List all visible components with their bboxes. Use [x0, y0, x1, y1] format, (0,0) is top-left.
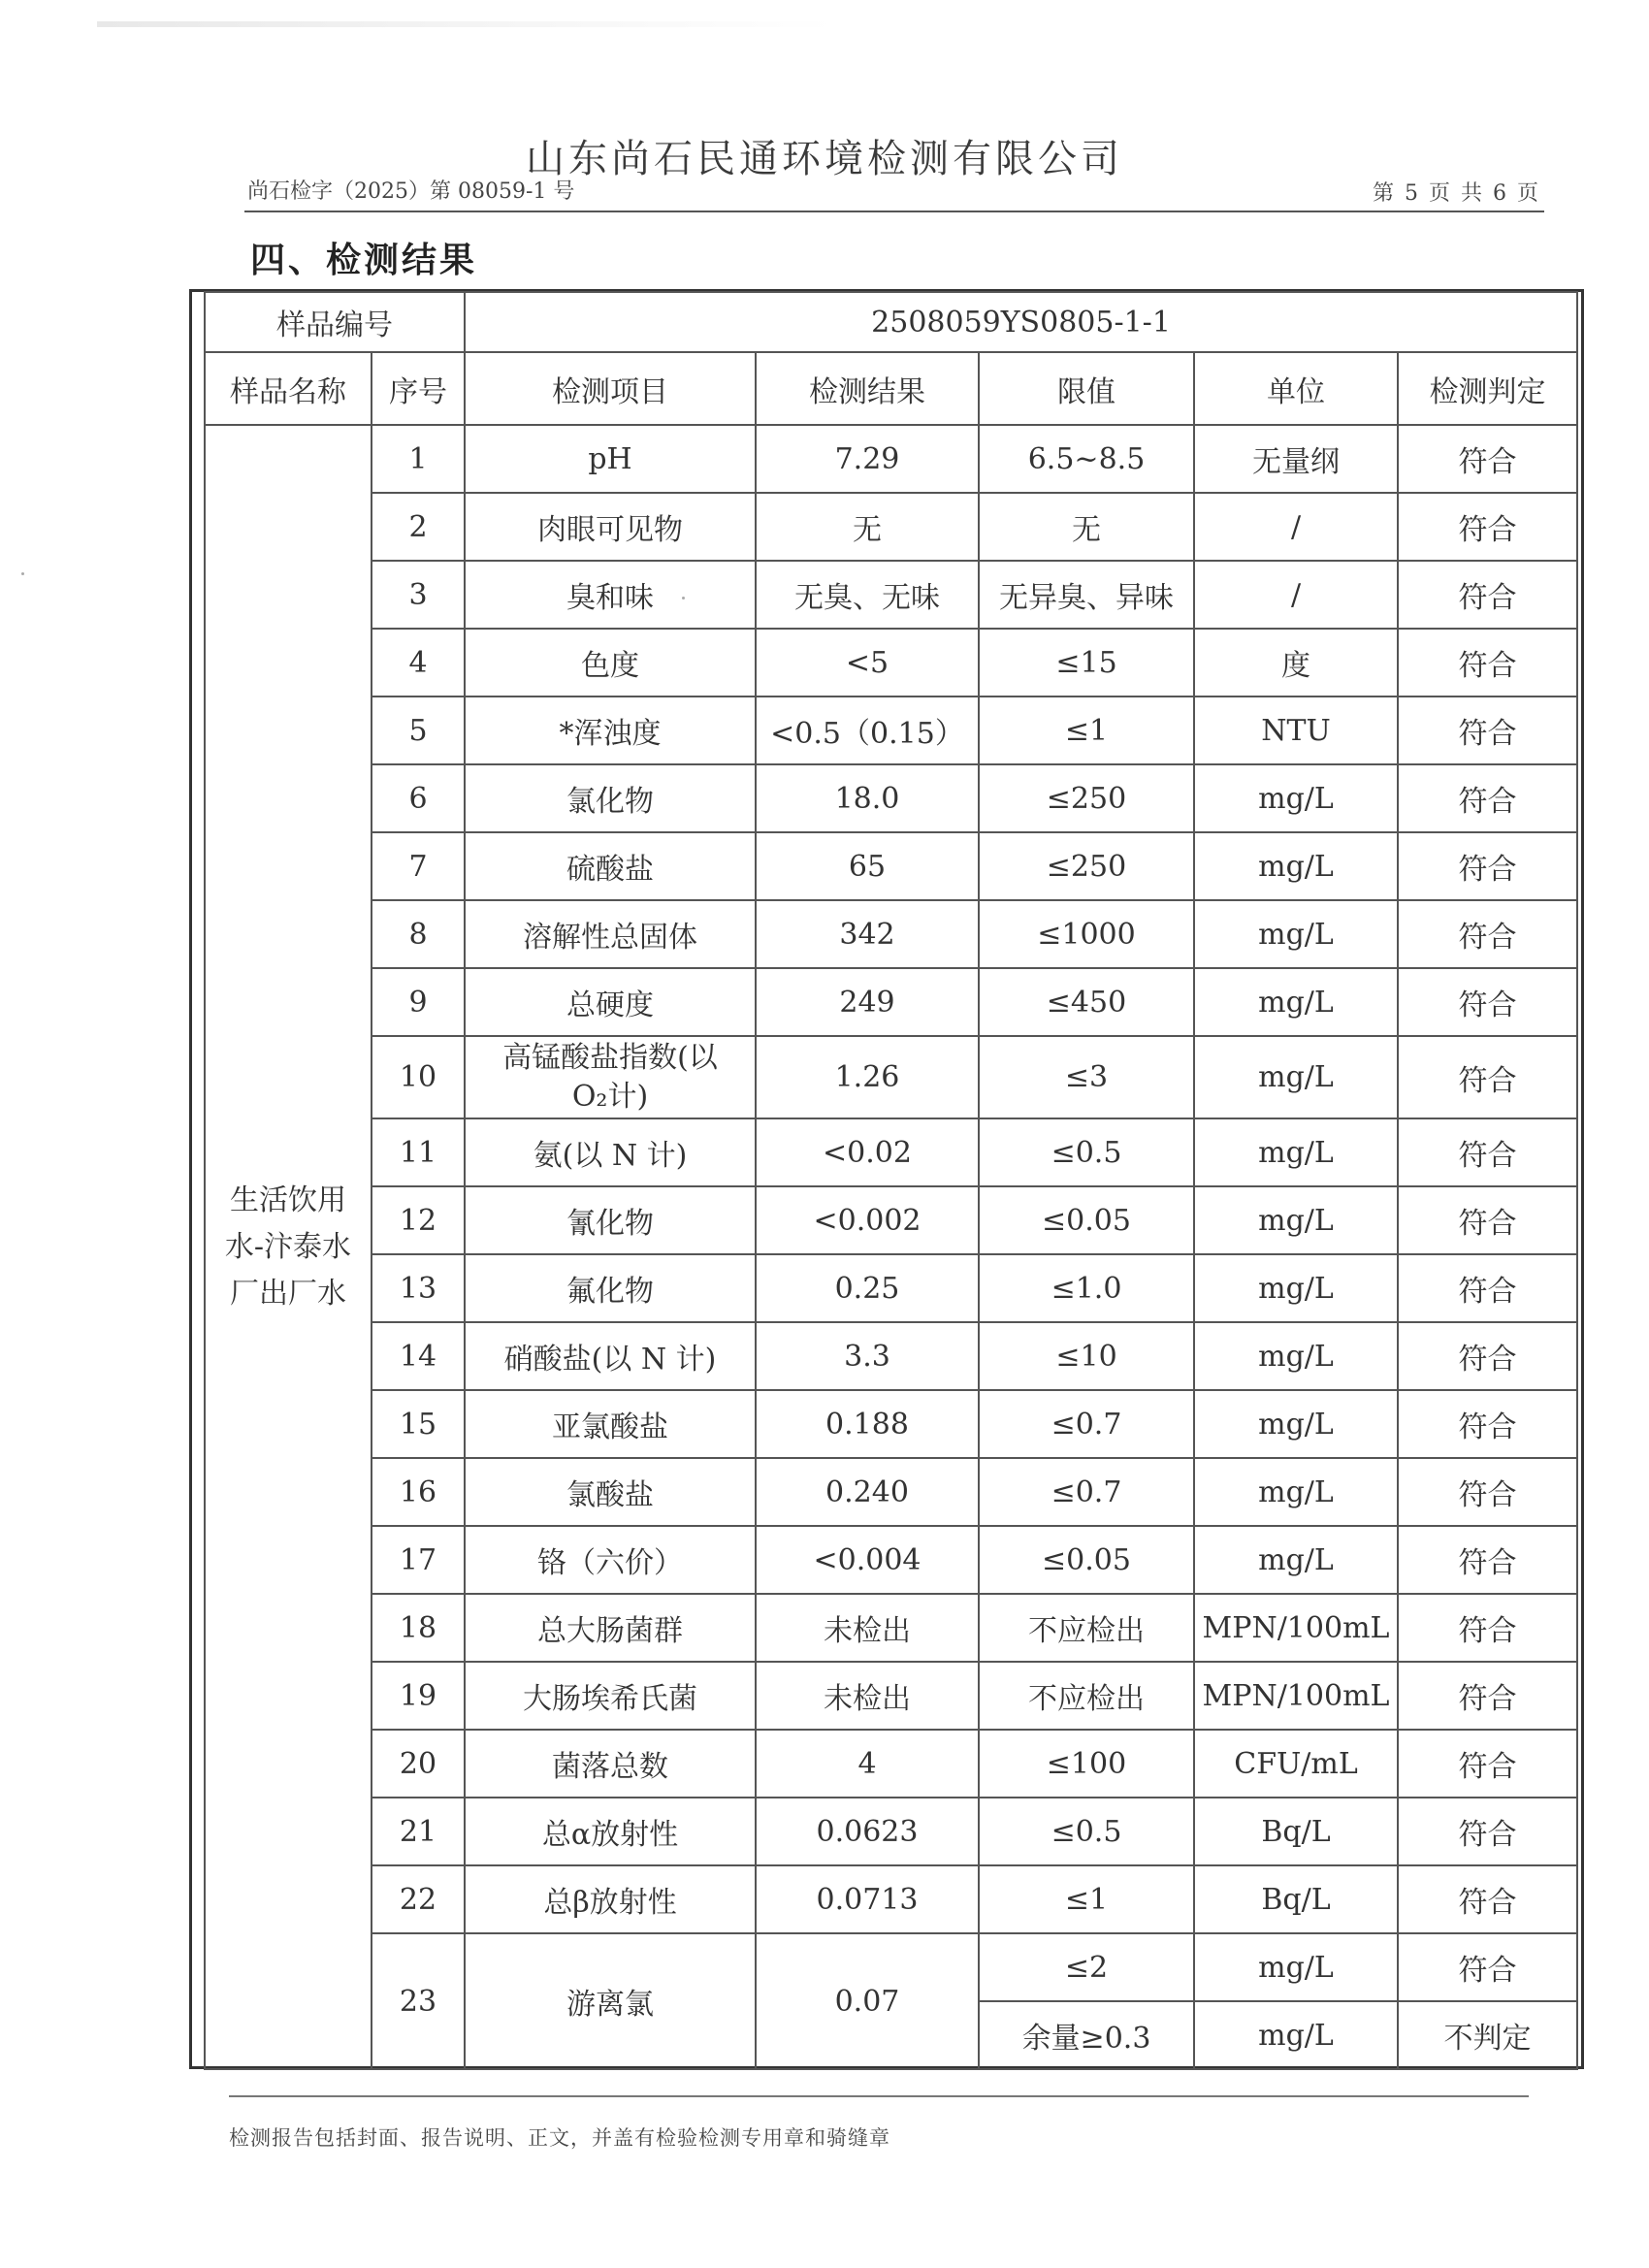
limit-value: 无异臭、异味	[979, 561, 1194, 629]
unit-value: mg/L	[1194, 1254, 1398, 1322]
judgement-value: 符合	[1398, 1933, 1577, 2001]
limit-value: ≤450	[979, 968, 1194, 1036]
judgement-value: 符合	[1398, 1390, 1577, 1458]
unit-value: mg/L	[1194, 1526, 1398, 1594]
row-index: 18	[372, 1594, 465, 1662]
result-value: 65	[756, 832, 979, 900]
row-index: 14	[372, 1322, 465, 1390]
unit-value: MPN/100mL	[1194, 1662, 1398, 1730]
unit-value: mg/L	[1194, 1322, 1398, 1390]
table-row	[205, 900, 1577, 968]
col-header-sample-name: 样品名称	[205, 352, 372, 425]
unit-value: NTU	[1194, 697, 1398, 764]
item-name: 总β放射性	[465, 1865, 756, 1933]
result-value: 0.25	[756, 1254, 979, 1322]
limit-value: 不应检出	[979, 1662, 1194, 1730]
col-header-result: 检测结果	[756, 352, 979, 425]
col-header-index: 序号	[372, 352, 465, 425]
column-header-row	[205, 352, 1577, 425]
limit-value: ≤0.05	[979, 1186, 1194, 1254]
result-value: 0.07	[756, 1933, 979, 2069]
sample-no-label: 样品编号	[205, 292, 465, 352]
result-value: 0.0623	[756, 1798, 979, 1865]
limit-value: ≤1000	[979, 900, 1194, 968]
unit-value: mg/L	[1194, 832, 1398, 900]
limit-value: 6.5~8.5	[979, 425, 1194, 493]
table-row	[205, 493, 1577, 561]
table-row	[205, 697, 1577, 764]
limit-value: ≤0.5	[979, 1798, 1194, 1865]
limit-value: ≤0.7	[979, 1458, 1194, 1526]
result-value: <0.004	[756, 1526, 979, 1594]
col-header-judgement: 检测判定	[1398, 352, 1577, 425]
judgement-value: 符合	[1398, 1118, 1577, 1186]
judgement-value: 符合	[1398, 1322, 1577, 1390]
col-header-limit: 限值	[979, 352, 1194, 425]
item-name: pH	[465, 425, 756, 493]
row-index: 2	[372, 493, 465, 561]
sample-no-value: 2508059YS0805-1-1	[465, 292, 1577, 352]
judgement-value: 符合	[1398, 697, 1577, 764]
col-header-unit: 单位	[1194, 352, 1398, 425]
row-index: 13	[372, 1254, 465, 1322]
result-value: 18.0	[756, 764, 979, 832]
limit-value: ≤1.0	[979, 1254, 1194, 1322]
row-index: 4	[372, 629, 465, 697]
judgement-value: 符合	[1398, 1458, 1577, 1526]
judgement-value: 符合	[1398, 1865, 1577, 1933]
page-indicator: 第 5 页 共 6 页	[1373, 181, 1540, 206]
unit-value: mg/L	[1194, 764, 1398, 832]
result-value: 4	[756, 1730, 979, 1798]
result-value: <5	[756, 629, 979, 697]
company-name: 山东尚石民通环境检测有限公司	[526, 137, 1123, 181]
unit-value: mg/L	[1194, 1390, 1398, 1458]
judgement-value: 符合	[1398, 1662, 1577, 1730]
table-row	[205, 764, 1577, 832]
table-row	[205, 1662, 1577, 1730]
table-row	[205, 832, 1577, 900]
judgement-value: 符合	[1398, 561, 1577, 629]
limit-value: 余量≥0.3	[979, 2001, 1194, 2069]
result-value: <0.02	[756, 1118, 979, 1186]
judgement-value: 符合	[1398, 1798, 1577, 1865]
item-name: 氨(以 N 计)	[465, 1118, 756, 1186]
limit-value: ≤10	[979, 1322, 1194, 1390]
table-row	[205, 1254, 1577, 1322]
judgement-value: 符合	[1398, 629, 1577, 697]
sample-no-row	[205, 292, 1577, 352]
table-row	[205, 1594, 1577, 1662]
row-index: 15	[372, 1390, 465, 1458]
judgement-value: 符合	[1398, 1730, 1577, 1798]
table-row	[205, 1036, 1577, 1118]
result-value: 无	[756, 493, 979, 561]
judgement-value: 符合	[1398, 1254, 1577, 1322]
item-name: 色度	[465, 629, 756, 697]
judgement-value: 符合	[1398, 1594, 1577, 1662]
unit-value: MPN/100mL	[1194, 1594, 1398, 1662]
table-row	[205, 1730, 1577, 1798]
unit-value: mg/L	[1194, 900, 1398, 968]
row-index: 9	[372, 968, 465, 1036]
limit-value: ≤0.05	[979, 1526, 1194, 1594]
item-name: 溶解性总固体	[465, 900, 756, 968]
unit-value: CFU/mL	[1194, 1730, 1398, 1798]
row-index: 16	[372, 1458, 465, 1526]
sample-name-cell: 生活饮用水-汴泰水厂出厂水	[205, 425, 372, 2069]
limit-value: ≤0.7	[979, 1390, 1194, 1458]
table-row	[205, 1322, 1577, 1390]
limit-value: ≤250	[979, 764, 1194, 832]
scan-speck	[682, 597, 685, 599]
row-index: 8	[372, 900, 465, 968]
item-name: *浑浊度	[465, 697, 756, 764]
unit-value: Bq/L	[1194, 1798, 1398, 1865]
judgement-value: 符合	[1398, 832, 1577, 900]
unit-value: /	[1194, 493, 1398, 561]
report-number: 尚石检字（2025）第 08059-1 号	[247, 179, 575, 204]
result-value: 未检出	[756, 1594, 979, 1662]
item-name: 肉眼可见物	[465, 493, 756, 561]
scan-edge-mark	[97, 21, 834, 27]
row-index: 19	[372, 1662, 465, 1730]
table-row	[205, 1458, 1577, 1526]
judgement-value: 符合	[1398, 493, 1577, 561]
item-name: 氯化物	[465, 764, 756, 832]
item-name: 氰化物	[465, 1186, 756, 1254]
row-index: 7	[372, 832, 465, 900]
unit-value: mg/L	[1194, 1186, 1398, 1254]
table-row	[205, 425, 1577, 493]
item-name: 氯酸盐	[465, 1458, 756, 1526]
result-value: <0.5（0.15）	[756, 697, 979, 764]
result-value: 0.188	[756, 1390, 979, 1458]
limit-value: ≤15	[979, 629, 1194, 697]
result-value: 249	[756, 968, 979, 1036]
item-name: 总α放射性	[465, 1798, 756, 1865]
item-name: 高锰酸盐指数(以O₂计)	[465, 1036, 756, 1118]
unit-value: mg/L	[1194, 2001, 1398, 2069]
judgement-value: 符合	[1398, 1526, 1577, 1594]
judgement-value: 符合	[1398, 968, 1577, 1036]
result-value: 1.26	[756, 1036, 979, 1118]
unit-value: mg/L	[1194, 1458, 1398, 1526]
header-divider	[244, 211, 1544, 212]
limit-value: ≤250	[979, 832, 1194, 900]
limit-value: ≤3	[979, 1036, 1194, 1118]
row-index: 6	[372, 764, 465, 832]
result-value: 7.29	[756, 425, 979, 493]
judgement-value: 符合	[1398, 900, 1577, 968]
table-row	[205, 1865, 1577, 1933]
row-index: 20	[372, 1730, 465, 1798]
section-title: 四、检测结果	[250, 240, 478, 280]
unit-value: /	[1194, 561, 1398, 629]
row-index: 12	[372, 1186, 465, 1254]
table-row	[205, 1186, 1577, 1254]
item-name: 硫酸盐	[465, 832, 756, 900]
table-row	[205, 1390, 1577, 1458]
item-name: 亚氯酸盐	[465, 1390, 756, 1458]
col-header-item: 检测项目	[465, 352, 756, 425]
result-value: <0.002	[756, 1186, 979, 1254]
item-name: 菌落总数	[465, 1730, 756, 1798]
limit-value: ≤1	[979, 1865, 1194, 1933]
row-index: 23	[372, 1933, 465, 2069]
item-name: 大肠埃希氏菌	[465, 1662, 756, 1730]
judgement-value: 符合	[1398, 425, 1577, 493]
row-index: 10	[372, 1036, 465, 1118]
footer-note: 检测报告包括封面、报告说明、正文，并盖有检验检测专用章和骑缝章	[229, 2126, 890, 2150]
footer-divider	[229, 2095, 1529, 2097]
item-name: 氟化物	[465, 1254, 756, 1322]
result-value: 3.3	[756, 1322, 979, 1390]
row-index: 11	[372, 1118, 465, 1186]
unit-value: mg/L	[1194, 1933, 1398, 2001]
unit-value: mg/L	[1194, 1118, 1398, 1186]
limit-value: ≤1	[979, 697, 1194, 764]
unit-value: mg/L	[1194, 1036, 1398, 1118]
judgement-value: 符合	[1398, 1186, 1577, 1254]
limit-value: ≤0.5	[979, 1118, 1194, 1186]
judgement-value: 符合	[1398, 1036, 1577, 1118]
unit-value: 无量纲	[1194, 425, 1398, 493]
judgement-value: 不判定	[1398, 2001, 1577, 2069]
item-name: 游离氯	[465, 1933, 756, 2069]
row-index: 21	[372, 1798, 465, 1865]
table-row	[205, 968, 1577, 1036]
row-index: 17	[372, 1526, 465, 1594]
judgement-value: 符合	[1398, 764, 1577, 832]
result-value: 未检出	[756, 1662, 979, 1730]
item-name: 铬（六价）	[465, 1526, 756, 1594]
limit-value: 无	[979, 493, 1194, 561]
item-name: 总大肠菌群	[465, 1594, 756, 1662]
table-row	[205, 1118, 1577, 1186]
limit-value: 不应检出	[979, 1594, 1194, 1662]
unit-value: 度	[1194, 629, 1398, 697]
result-value: 0.0713	[756, 1865, 979, 1933]
item-name: 硝酸盐(以 N 计)	[465, 1322, 756, 1390]
table-row	[205, 629, 1577, 697]
table-row	[205, 1933, 1577, 2001]
item-name: 臭和味	[465, 561, 756, 629]
result-value: 342	[756, 900, 979, 968]
table-row	[205, 1798, 1577, 1865]
limit-value: ≤2	[979, 1933, 1194, 2001]
item-name: 总硬度	[465, 968, 756, 1036]
limit-value: ≤100	[979, 1730, 1194, 1798]
result-value: 0.240	[756, 1458, 979, 1526]
result-value: 无臭、无味	[756, 561, 979, 629]
row-index: 22	[372, 1865, 465, 1933]
unit-value: mg/L	[1194, 968, 1398, 1036]
row-index: 3	[372, 561, 465, 629]
row-index: 5	[372, 697, 465, 764]
scan-speck	[21, 572, 24, 575]
table-row	[205, 1526, 1577, 1594]
table-row	[205, 561, 1577, 629]
row-index: 1	[372, 425, 465, 493]
unit-value: Bq/L	[1194, 1865, 1398, 1933]
results-table	[204, 291, 1578, 2070]
